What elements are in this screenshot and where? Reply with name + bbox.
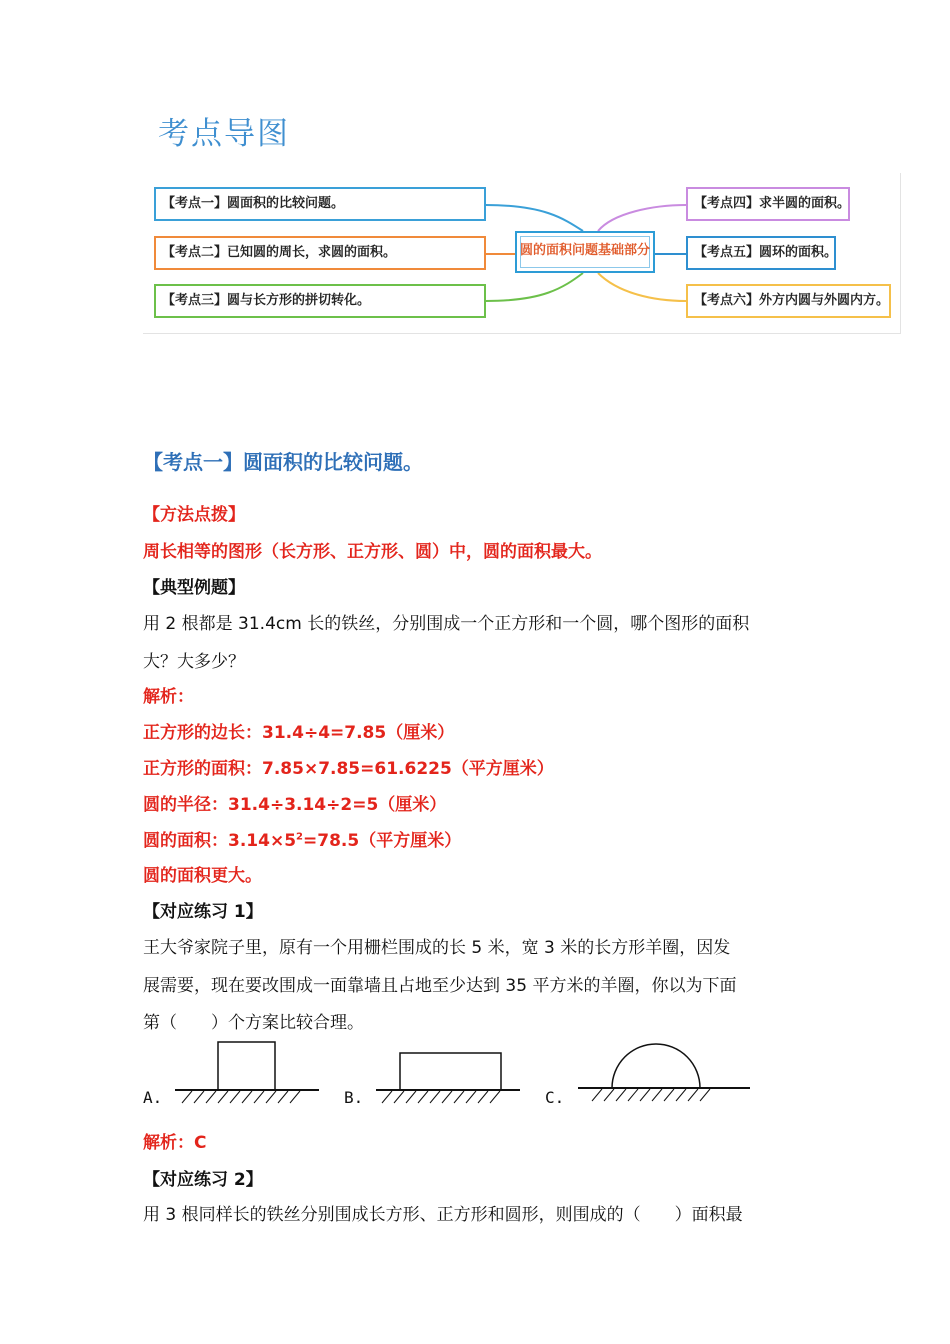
analysis-step-1: 正方形的边长：31.4÷4=7.85（厘米）: [143, 723, 455, 743]
page-title: 考点导图: [158, 116, 290, 152]
option-b-figure: [376, 1053, 520, 1103]
analysis-step-4-exponent: 2: [296, 831, 303, 843]
analysis-step-2: 正方形的面积：7.85×7.85=61.6225（平方厘米）: [143, 759, 554, 779]
section-heading: 【考点一】圆面积的比较问题。: [143, 450, 423, 474]
analysis-step-4: [143, 826, 461, 851]
option-b-label: B.: [344, 1088, 364, 1107]
example-text-line-2: 大？大多少？: [143, 652, 245, 672]
option-c-figure: [578, 1044, 750, 1101]
option-a-label: A.: [143, 1088, 163, 1107]
options-figures: [170, 1038, 760, 1110]
mind-node-6: 【考点六】外方内圆与外圆内方。: [686, 284, 891, 318]
analysis-step-4-suffix: =78.5（平方厘米）: [303, 831, 462, 851]
practice-1-line-2: 展需要，现在要改围成一面靠墙且占地至少达到 35 平方米的羊圈，你以为下面: [143, 976, 737, 996]
option-c-label: C.: [545, 1088, 565, 1107]
practice-1-line-1: 王大爷家院子里，原有一个用栅栏围成的长 5 米，宽 3 米的长方形羊圈，因发: [143, 938, 731, 958]
mind-center-label: 圆的面积问题基础部分: [519, 243, 650, 258]
method-label: 【方法点拨】: [143, 505, 245, 525]
practice-1-answer: 解析：C: [143, 1133, 207, 1153]
mind-center-node: [515, 231, 655, 273]
analysis-step-4-prefix: 圆的面积：3.14×5: [143, 831, 297, 851]
practice-2-label: 【对应练习 2】: [143, 1170, 263, 1190]
analysis-step-3: 圆的半径：31.4÷3.14÷2=5（厘米）: [143, 795, 447, 815]
analysis-conclusion: 圆的面积更大。: [143, 866, 262, 886]
analysis-label: 解析：: [143, 687, 194, 707]
option-a-figure: [175, 1042, 319, 1103]
mind-node-5: 【考点五】圆环的面积。: [686, 236, 836, 270]
mind-node-3: 【考点三】圆与长方形的拼切转化。: [154, 284, 486, 318]
mind-map: [143, 173, 901, 334]
example-text-line-1: 用 2 根都是 31.4cm 长的铁丝，分别围成一个正方形和一个圆，哪个图形的面积: [143, 614, 750, 634]
practice-1-line-3: 第（ ）个方案比较合理。: [143, 1013, 364, 1033]
practice-1-label: 【对应练习 1】: [143, 902, 263, 922]
method-text: 周长相等的图形（长方形、正方形、圆）中，圆的面积最大。: [143, 542, 602, 562]
mind-node-1: 【考点一】圆面积的比较问题。: [154, 187, 486, 221]
example-label: 【典型例题】: [143, 578, 245, 598]
practice-2-line-1: 用 3 根同样长的铁丝分别围成长方形、正方形和圆形，则围成的（ ）面积最: [143, 1205, 743, 1225]
mind-node-2: 【考点二】已知圆的周长，求圆的面积。: [154, 236, 486, 270]
mind-node-4: 【考点四】求半圆的面积。: [686, 187, 850, 221]
